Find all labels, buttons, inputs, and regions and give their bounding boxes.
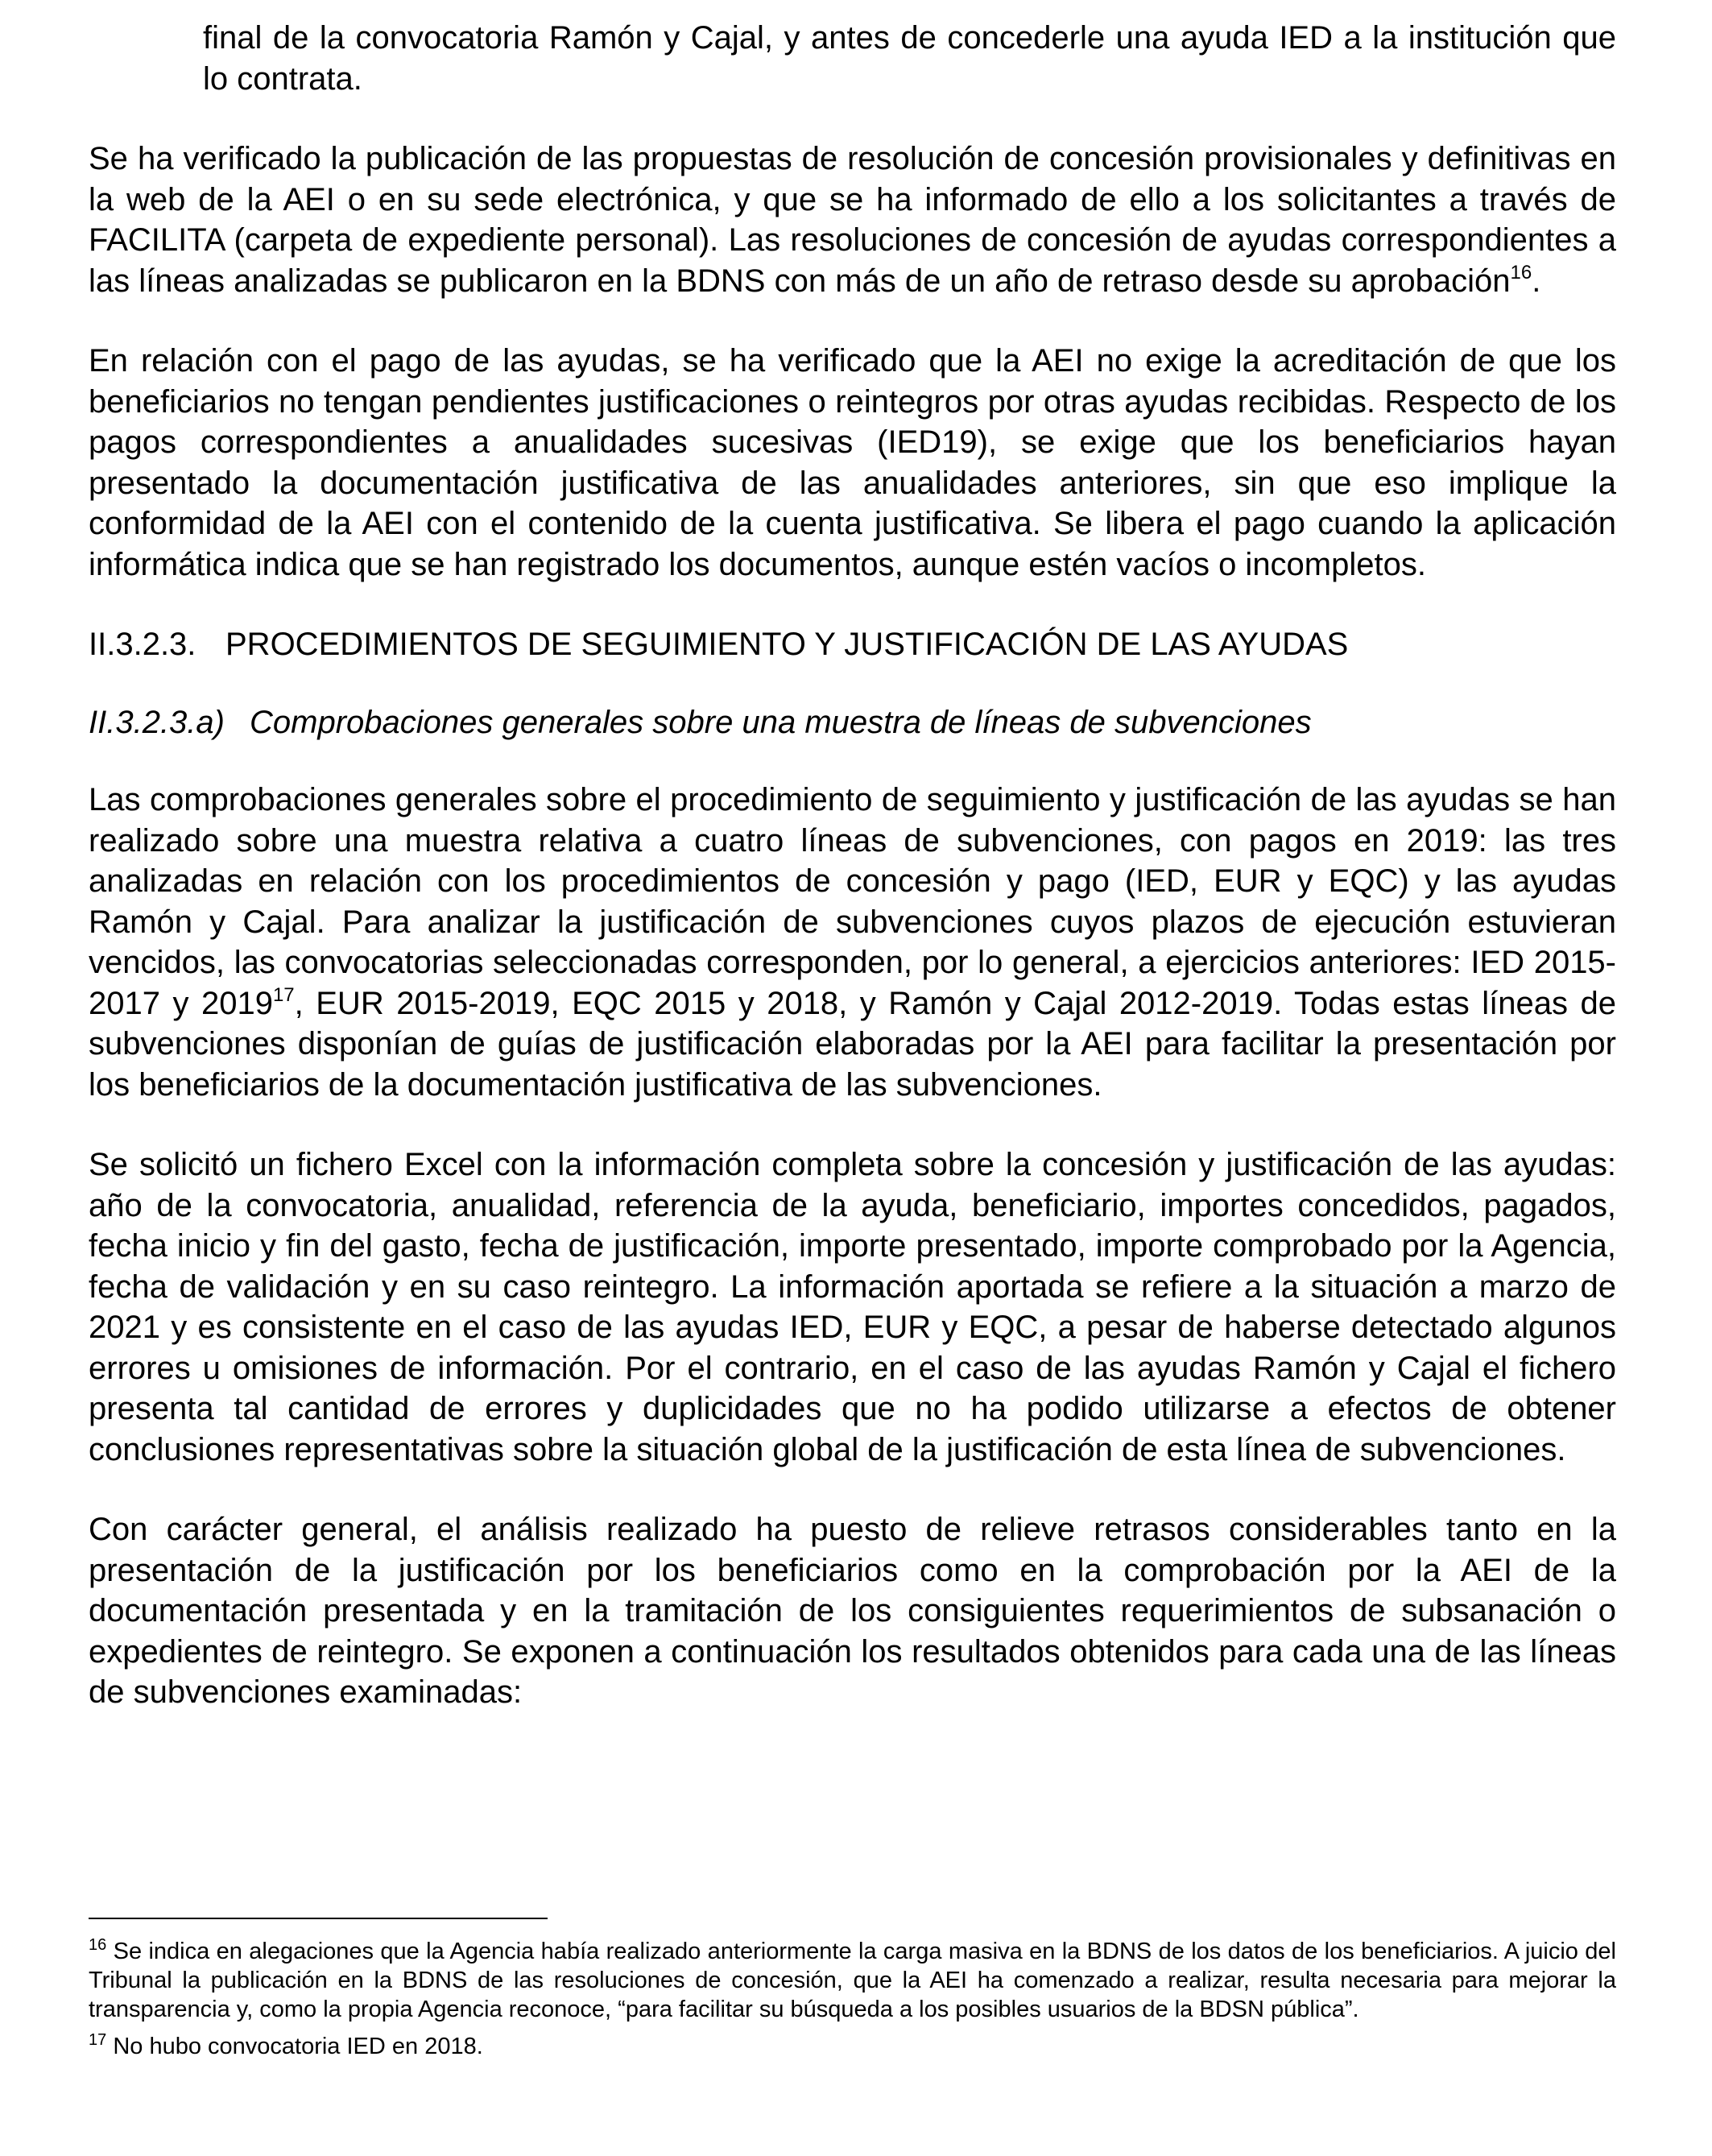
paragraph-pago: En relación con el pago de las ayudas, se ha verificado que la AEI no exige la acreditación de que los beneficiarios no tengan pendientes justificaciones o reintegros por otras ayudas recibidas. Respecto de los pagos correspondientes a anualidades sucesivas (IED19), se exige que los beneficiarios hayan presentado la documentación justificativa de las anualidades anteriores, sin que eso implique la conformidad de la AEI con el contenido de la cuenta justificativa. Se libera el pago cuando la aplicación informática indica que se han registrado los documentos, aunque estén vacíos o incompletos. <box>89 343 1616 582</box>
section-title: PROCEDIMIENTOS DE SEGUIMIENTO Y JUSTIFICACIÓN DE LAS AYUDAS <box>225 627 1349 662</box>
paragraph-publicacion <box>89 139 1616 301</box>
paragraph-caracter-general: Con carácter general, el análisis realizado ha puesto de relieve retrasos considerables tanto en la presentación de la justificación por los beneficiarios como en la comprobación por la AEI de la documentación presentada y en la tramitación de los consiguientes requerimientos de subsanación o expedientes de reintegro. Se exponen a continuación los resultados obtenidos para cada una de las líneas de subvenciones examinadas: <box>89 1512 1616 1710</box>
paragraph-comprobaciones <box>89 780 1616 1105</box>
subsection-heading <box>89 702 1616 743</box>
footnote-ref-16[interactable]: 16 <box>1510 261 1532 283</box>
paragraph-text: Las comprobaciones generales sobre el procedimiento de seguimiento y justificación de las ayudas se han realizado sobre una muestra relativa a cuatro líneas de subvenciones, con pagos en 2019: las tres analizadas en relación con los procedimientos de concesión y pago (IED, EUR y EQC) y las ayudas Ramón y Cajal. Para analizar la justificación de subvenciones cuyos plazos de ejecución estuvieran vencidos, las convocatorias seleccionadas corresponden, por lo general, a ejercicios anteriores: IED 2015-2017 y 2019 <box>89 782 1616 1021</box>
footnote-separator <box>89 1918 548 1919</box>
section-number: II.3.2.3. <box>89 627 196 662</box>
footnote-number: 16 <box>89 1936 107 1954</box>
paragraph-fichero-excel: Se solicitó un fichero Excel con la información completa sobre la concesión y justificación de las ayudas: año de la convocatoria, anualidad, referencia de la ayuda, beneficiario, importes concedidos, pagados, fecha inicio y fin del gasto, fecha de justificación, importe presentado, importe comprobado por la Agencia, fecha de validación y en su caso reintegro. La información aportada se refiere a la situación a marzo de 2021 y es consistente en el caso de las ayudas IED, EUR y EQC, a pesar de haberse detectado algunos errores u omisiones de información. Por el contrario, en el caso de las ayudas Ramón y Cajal el fichero presenta tal cantidad de errores y duplicidades que no ha podido utilizarse a efectos de obtener conclusiones representativas sobre la situación global de la justificación de esta línea de subvenciones. <box>89 1147 1616 1467</box>
footnote-16 <box>89 1937 1616 2024</box>
subsection-title: Comprobaciones generales sobre una muestra de líneas de subvenciones <box>250 705 1312 740</box>
footnote-17 <box>89 2032 1616 2061</box>
footnote-ref-17[interactable]: 17 <box>272 983 295 1006</box>
paragraph-continuation: final de la convocatoria Ramón y Cajal, y antes de concederle una ayuda IED a la institución que lo contrata. <box>203 20 1616 97</box>
footnote-text: No hubo convocatoria IED en 2018. <box>113 2034 483 2059</box>
paragraph-text: Se ha verificado la publicación de las propuestas de resolución de concesión provisionales y definitivas en la web de la AEI o en su sede electrónica, y que se ha informado de ello a los solicitantes a través de FACILITA (carpeta de expediente personal). Las resoluciones de concesión de ayudas correspondientes a las líneas analizadas se publicaron en la BDNS con más de un año de retraso desde su aprobación <box>89 141 1616 299</box>
footnotes <box>89 1918 1616 2069</box>
footnote-text: Se indica en alegaciones que la Agencia había realizado anteriormente la carga masiva en la BDNS de los datos de los beneficiarios. A juicio del Tribunal la publicación en la BDNS de las resoluciones de concesión, que la AEI ha comenzado a realizar, resulta necesaria para mejorar la transparencia y, como la propia Agencia reconoce, “para facilitar su búsqueda a los posibles usuarios de la BDSN pública”. <box>89 1939 1616 2022</box>
footnote-number: 17 <box>89 2031 107 2049</box>
subsection-number: II.3.2.3.a) <box>89 705 225 740</box>
document-page <box>89 18 1616 1753</box>
paragraph-text-continued: , EUR 2015-2019, EQC 2015 y 2018, y Ramón y Cajal 2012-2019. Todas estas líneas de subvenciones disponían de guías de justificación elaboradas por la AEI para facilitar la presentación por los beneficiarios de la documentación justificativa de las subvenciones. <box>89 985 1617 1103</box>
section-heading <box>89 624 1616 664</box>
paragraph-end: . <box>1532 263 1541 299</box>
